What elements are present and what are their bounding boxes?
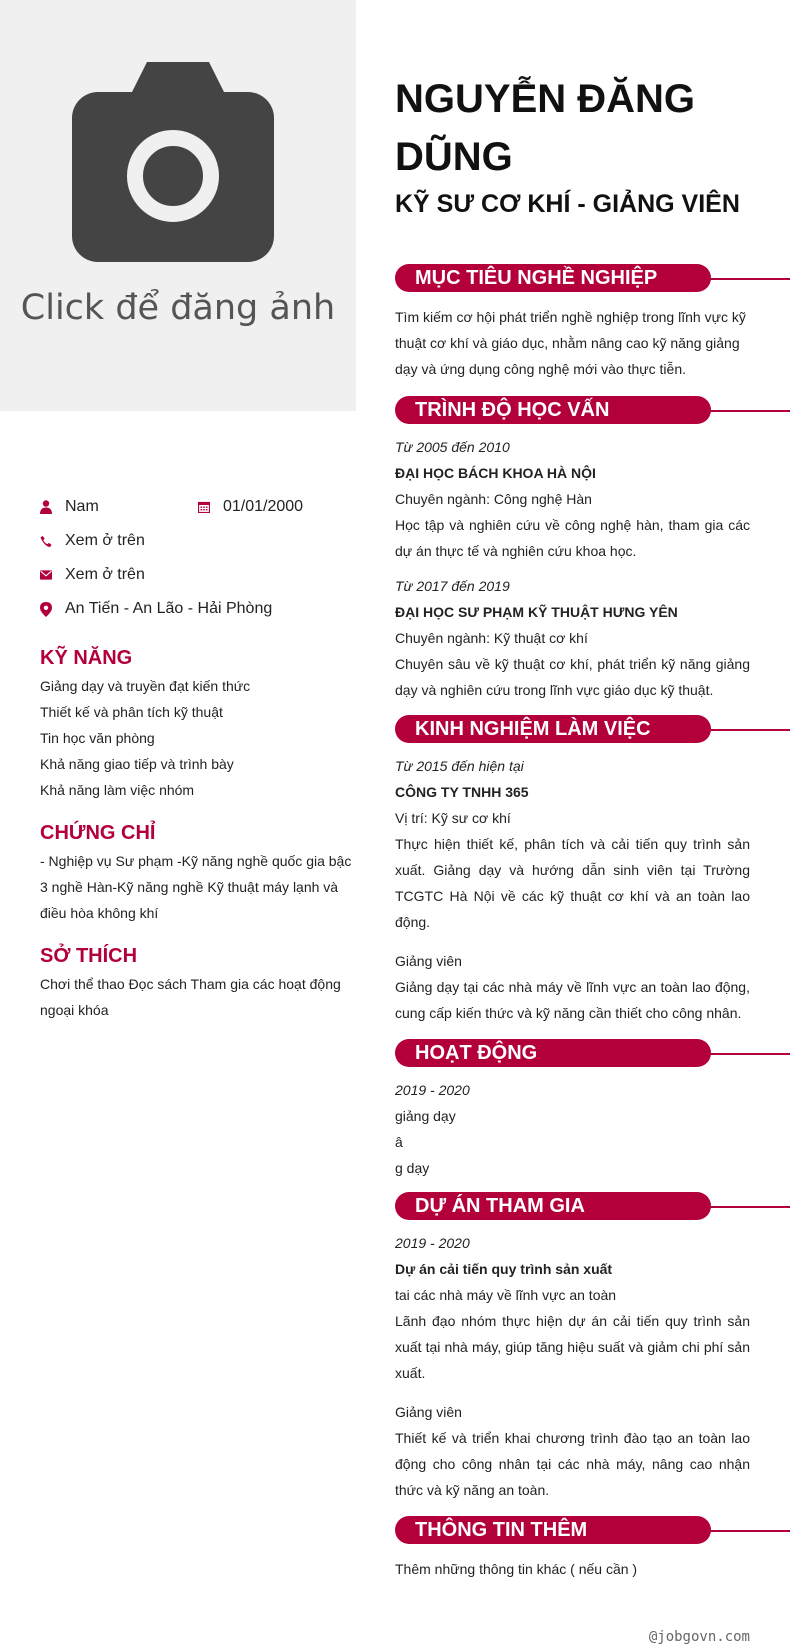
- projects-header: [395, 1192, 790, 1220]
- education-header: [395, 396, 790, 424]
- calendar-icon: [198, 500, 210, 514]
- watermark: @jobgovn.com: [648, 1629, 750, 1645]
- education-school: ĐẠI HỌC SƯ PHẠM KỸ THUẬT HƯNG YÊN: [395, 604, 678, 620]
- activities-header: [395, 1039, 790, 1067]
- phone-row: [40, 524, 360, 558]
- location-pin-icon: [40, 602, 52, 616]
- divider: [705, 729, 790, 731]
- additional-block: [395, 1556, 750, 1582]
- objective-text: Tìm kiếm cơ hội phát triển nghề nghiệp trong lĩnh vực kỹ thuật cơ khí và giáo dục, nhằm nâng cao kỹ năng giảng dạy và ứng dụng công nghệ mới vào thực tiễn.: [395, 309, 746, 377]
- envelope-icon: [40, 568, 52, 582]
- project-period: 2019 - 2020: [395, 1235, 470, 1251]
- email-row: [40, 558, 360, 592]
- activities-line: g dạy: [395, 1160, 430, 1176]
- experience-desc: Thực hiện thiết kế, phân tích và cải tiến quy trình sản xuất. Giảng dạy và hướng dẫn sinh viên tại Trường TCGTC Hà Nội về các kỹ thuật cơ khí và an toàn lao động.: [395, 836, 750, 930]
- experience-role: Giảng viên: [395, 953, 462, 969]
- project-desc: Thiết kế và triển khai chương trình đào tạo an toàn lao động cho công nhân tại các nhà máy, nâng cao nhận thức và kỹ năng an toàn.: [395, 1430, 750, 1498]
- education-desc: Học tập và nghiên cứu về công nghệ hàn, tham gia các dự án thực tế và nghiên cứu khoa học.: [395, 517, 750, 559]
- education-period: Từ 2005 đến 2010: [395, 439, 510, 455]
- objective-block: [395, 304, 750, 382]
- experience-entry: [395, 753, 750, 1026]
- email-value: Xem ở trên: [65, 566, 145, 583]
- skill-item: Thiết kế và phân tích kỹ thuật: [40, 704, 223, 720]
- certificates-text: - Nghiệp vụ Sư phạm -Kỹ năng nghề quốc gia bậc 3 nghề Hàn-Kỹ năng nghề Kỹ thuật máy lạnh và điều hòa không khí: [40, 853, 352, 921]
- address-value: An Tiến - An Lão - Hải Phòng: [65, 600, 273, 617]
- camera-icon: [72, 62, 284, 274]
- education-major: Chuyên ngành: Công nghệ Hàn: [395, 491, 592, 507]
- phone-value: Xem ở trên: [65, 532, 145, 549]
- hobbies-title: SỞ THÍCH: [40, 945, 138, 967]
- objective-header: [395, 264, 790, 292]
- education-school: ĐẠI HỌC BÁCH KHOA HÀ NỘI: [395, 465, 596, 481]
- experience-position: Vị trí: Kỹ sư cơ khí: [395, 810, 511, 826]
- objective-title: MỤC TIÊU NGHỀ NGHIỆP: [395, 264, 711, 292]
- name-line-1: NGUYỄN ĐĂNG: [395, 77, 696, 121]
- education-entry: [395, 434, 750, 564]
- hobbies-text: Chơi thể thao Đọc sách Tham gia các hoạt động ngoại khóa: [40, 976, 341, 1018]
- activities-line: â: [395, 1134, 403, 1150]
- experience-desc: Giảng dạy tại các nhà máy về lĩnh vực an toàn lao động, cung cấp kiến thức và kỹ năng cần thiết cho công nhân.: [395, 979, 750, 1021]
- project-sub: tai các nhà máy về lĩnh vực an toàn: [395, 1287, 617, 1303]
- divider: [705, 1053, 790, 1055]
- skill-item: Khả năng làm việc nhóm: [40, 782, 195, 798]
- photo-caption: Click để đăng ảnh: [20, 288, 336, 328]
- experience-header: [395, 715, 790, 743]
- divider: [705, 278, 790, 280]
- divider: [705, 1206, 790, 1208]
- phone-icon: [40, 534, 52, 548]
- job-title: KỸ SƯ CƠ KHÍ - GIẢNG VIÊN: [395, 190, 740, 218]
- projects-title: DỰ ÁN THAM GIA: [395, 1192, 711, 1220]
- experience-company: CÔNG TY TNHH 365: [395, 784, 529, 800]
- experience-title: KINH NGHIỆM LÀM VIỆC: [395, 715, 711, 743]
- certificates-section: [40, 821, 360, 926]
- skill-item: Giảng dạy và truyền đạt kiến thức: [40, 678, 251, 694]
- skills-title: KỸ NĂNG: [40, 647, 133, 669]
- activities-title: HOẠT ĐỘNG: [395, 1039, 711, 1067]
- education-major: Chuyên ngành: Kỹ thuật cơ khí: [395, 630, 588, 646]
- candidate-name: [395, 70, 755, 186]
- projects-entry: [395, 1230, 750, 1503]
- project-role: Giảng viên: [395, 1404, 462, 1420]
- additional-title: THÔNG TIN THÊM: [395, 1516, 711, 1544]
- personal-info: [40, 490, 360, 626]
- project-name: Dự án cải tiến quy trình sản xuất: [395, 1261, 613, 1277]
- dob-row: [198, 490, 356, 524]
- divider: [705, 410, 790, 412]
- dob-value: 01/01/2000: [223, 498, 304, 515]
- activities-line: giảng dạy: [395, 1108, 456, 1124]
- skill-item: Tin học văn phòng: [40, 730, 155, 746]
- photo-upload[interactable]: [0, 0, 356, 411]
- education-entry: [395, 573, 750, 703]
- skills-section: [40, 646, 360, 803]
- gender-row: [40, 490, 198, 524]
- education-desc: Chuyên sâu về kỹ thuật cơ khí, phát triển kỹ năng giảng dạy và nghiên cứu trong lĩnh vực giáo dục kỹ thuật.: [395, 656, 750, 698]
- project-desc: Lãnh đạo nhóm thực hiện dự án cải tiến quy trình sản xuất tại nhà máy, giúp tăng hiệu suất và giảm chi phí sản xuất.: [395, 1313, 750, 1381]
- hobbies-section: [40, 944, 360, 1023]
- name-line-2: DŨNG: [395, 135, 513, 179]
- activities-entry: [395, 1077, 750, 1181]
- address-row: [40, 592, 360, 626]
- certificates-title: CHỨNG CHỈ: [40, 822, 156, 844]
- skill-item: Khả năng giao tiếp và trình bày: [40, 756, 234, 772]
- activities-period: 2019 - 2020: [395, 1082, 470, 1098]
- person-icon: [40, 500, 52, 514]
- education-title: TRÌNH ĐỘ HỌC VẤN: [395, 396, 711, 424]
- gender-value: Nam: [65, 498, 99, 515]
- experience-period: Từ 2015 đến hiện tại: [395, 758, 524, 774]
- additional-text: Thêm những thông tin khác ( nếu cần ): [395, 1561, 638, 1577]
- additional-header: [395, 1516, 790, 1544]
- divider: [705, 1530, 790, 1532]
- education-period: Từ 2017 đến 2019: [395, 578, 510, 594]
